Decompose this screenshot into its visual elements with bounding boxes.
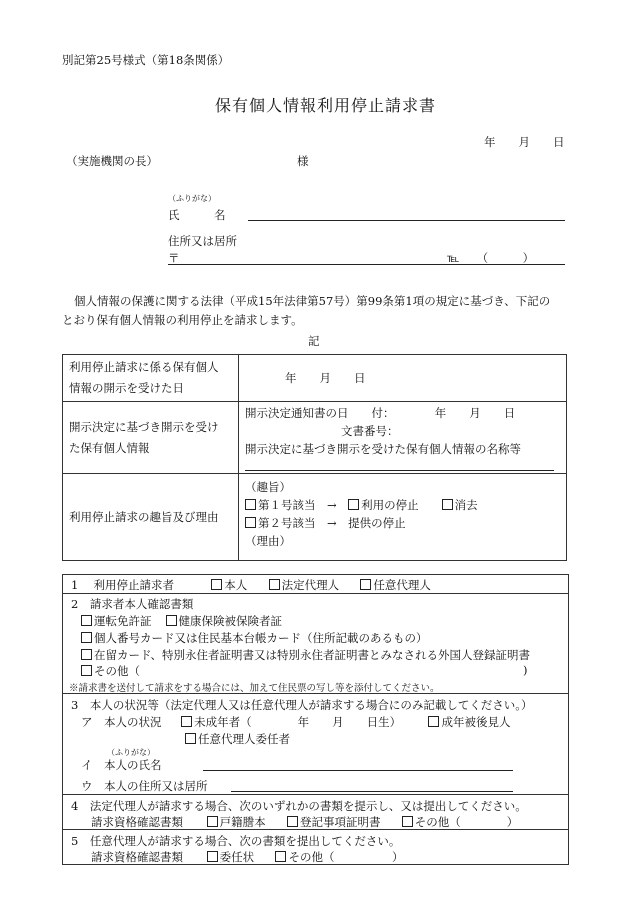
disclosed-info-value[interactable]: 開示決定通知書の日 付： 年 月 日 文書番号： 開示決定に基づき開示を受けた保有個人情報の名称等	[239, 402, 567, 474]
section-4: 4 法定代理人が請求する場合、次のいずれかの書類を提示し、又は提出してください。 請求資格確認書類 戸籍謄本 登記事項証明書 その他（ ）	[62, 795, 569, 830]
legal-agent-checkbox[interactable]	[269, 579, 280, 590]
tel-label: ℡ （ ）	[447, 251, 535, 265]
name-line[interactable]	[248, 220, 565, 221]
name-label: 氏 名	[168, 208, 226, 222]
section-1: 1 利用停止請求者 本人 法定代理人 任意代理人	[62, 574, 569, 594]
request-detail-table	[62, 354, 567, 561]
principal-address-line[interactable]	[231, 791, 513, 792]
license-checkbox[interactable]	[81, 615, 92, 626]
section-2: 2 請求者本人確認書類 運転免許証 健康保険被保険者証 個人番号カード又は住民基本台帳カード（住所記載のあるもの） 在留カード、特別永住者証明書又は特別永住者証明書とみなされる外国人登録証明書 その他（ ) ※請求書を送付して請求をする場合には、加えて住民票の写し等を添付してください。	[62, 593, 569, 694]
minor-checkbox[interactable]	[181, 716, 192, 727]
s4-other-checkbox[interactable]	[402, 816, 413, 827]
disclosure-date-label: 利用停止請求に係る保有個人 情報の開示を受けた日	[63, 355, 239, 402]
mynumber-checkbox[interactable]	[81, 632, 92, 643]
voluntary-agent-checkbox[interactable]	[360, 579, 371, 590]
date-field: 年 月 日	[484, 135, 565, 149]
form-number: 別記第25号様式（第18条関係）	[62, 53, 230, 67]
section-5: 5 任意代理人が請求する場合、次の書類を提出してください。 請求資格確認書類 委任状 その他（ ）	[62, 830, 569, 865]
postal-mark: 〒	[168, 251, 180, 265]
self-checkbox[interactable]	[211, 579, 222, 590]
residence-card-checkbox[interactable]	[81, 649, 92, 660]
disclosure-date-value[interactable]: 年 月 日	[239, 355, 567, 402]
power-of-attorney-checkbox[interactable]	[207, 851, 218, 862]
other-doc-checkbox[interactable]	[81, 665, 92, 676]
delegator-checkbox[interactable]	[185, 733, 196, 744]
insurance-checkbox[interactable]	[166, 615, 177, 626]
section-3: 3 本人の状況等（法定代理人又は任意代理人が請求する場合にのみ記載してください。） ア 本人の状況 未成年者（ 年 月 日生） 成年被後見人 任意代理人委任者 （ふりがな） イ 本人の氏名 ウ 本人の住所又は居所	[62, 694, 569, 795]
furigana-label: （ふりがな）	[168, 194, 216, 203]
recipient-label: （実施機関の長）	[66, 154, 158, 168]
koseki-checkbox[interactable]	[207, 816, 218, 827]
page-title: 保有個人情報利用停止請求書	[215, 96, 437, 115]
purpose-reason-value[interactable]: （趣旨） 第１号該当 → 利用の停止 消去 第２号該当 → 提供の停止 （理由）	[239, 474, 567, 561]
registry-checkbox[interactable]	[287, 816, 298, 827]
principal-name-line[interactable]	[203, 770, 513, 771]
ki-label: 記	[308, 334, 320, 348]
item2-checkbox[interactable]	[245, 517, 256, 528]
item1-checkbox[interactable]	[245, 499, 256, 510]
purpose-reason-label: 利用停止請求の趣旨及び理由	[63, 474, 239, 561]
disclosed-info-label: 開示決定に基づき開示を受け た保有個人情報	[63, 402, 239, 474]
note-text: ※請求書を送付して請求をする場合には、加えて住民票の写し等を添付してください。	[69, 683, 440, 694]
s5-other-checkbox[interactable]	[275, 851, 286, 862]
stop-use-checkbox[interactable]	[348, 499, 359, 510]
adult-ward-checkbox[interactable]	[428, 716, 439, 727]
erase-checkbox[interactable]	[442, 499, 453, 510]
sama-label: 様	[297, 154, 309, 168]
intro-line-2: とおり保有個人情報の利用停止を請求します。	[62, 313, 303, 327]
intro-line-1: 個人情報の保護に関する法律（平成15年法律第57号）第99条第1項の規定に基づき、下記の	[74, 294, 551, 308]
address-label: 住所又は居所	[168, 234, 237, 248]
